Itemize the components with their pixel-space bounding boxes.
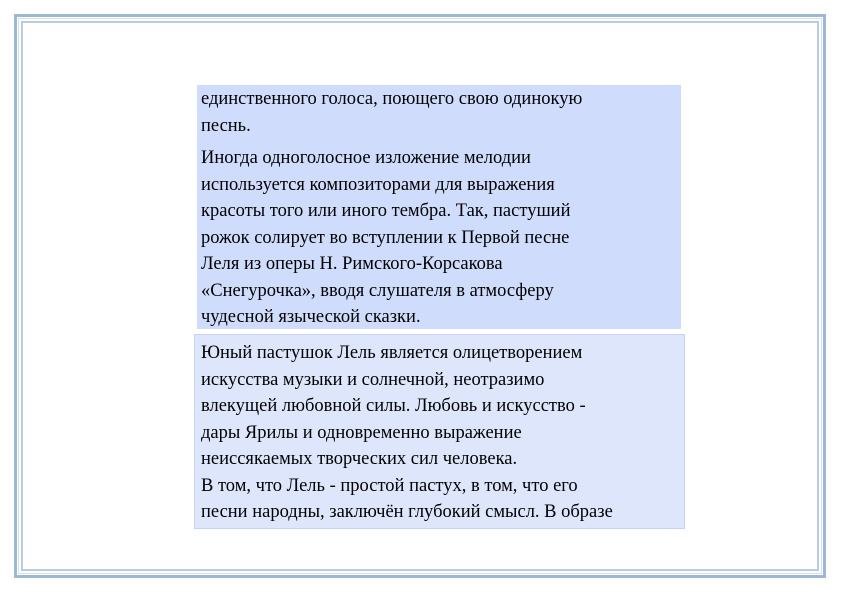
- text-line: влекущей любовной силы. Любовь и искусство -: [201, 396, 586, 416]
- paragraph-2: [201, 145, 677, 331]
- paragraph-1: [201, 86, 677, 139]
- text-line: искусства музыки и солнечной, неотразимо: [201, 369, 545, 390]
- text-line: неиссякаемых творческих сил человека.: [201, 449, 518, 469]
- text-line: песнь.: [201, 115, 251, 136]
- text-line: Леля из оперы Н. Римского-Корсакова: [201, 254, 503, 274]
- text-line: рожок солирует во вступлении к Первой песне: [201, 227, 570, 248]
- text-line: красоты того или иного тембра. Так, пастуший: [201, 201, 571, 221]
- text-line: Юный пастушок Лель является олицетворением: [201, 343, 583, 363]
- bottom-text-block: [194, 334, 685, 529]
- text-line: дары Ярилы и одновременно выражение: [201, 422, 522, 443]
- top-text-block: [197, 85, 681, 329]
- text-line: Иногда одноголосное изложение мелодии: [201, 148, 531, 168]
- text-line: используется композиторами для выражения: [201, 174, 555, 195]
- text-line: «Снегурочка», вводя слушателя в атмосферу: [201, 280, 554, 301]
- text-line: единственного голоса, поющего свою одинокую: [201, 89, 583, 109]
- text-line: песни народны, заключён глубокий смысл. В образе: [201, 502, 613, 522]
- paragraph-3: [201, 340, 679, 526]
- text-line: В том, что Лель - простой пастух, в том, что его: [201, 475, 578, 496]
- text-line: чудесной языческой сказки.: [201, 307, 421, 327]
